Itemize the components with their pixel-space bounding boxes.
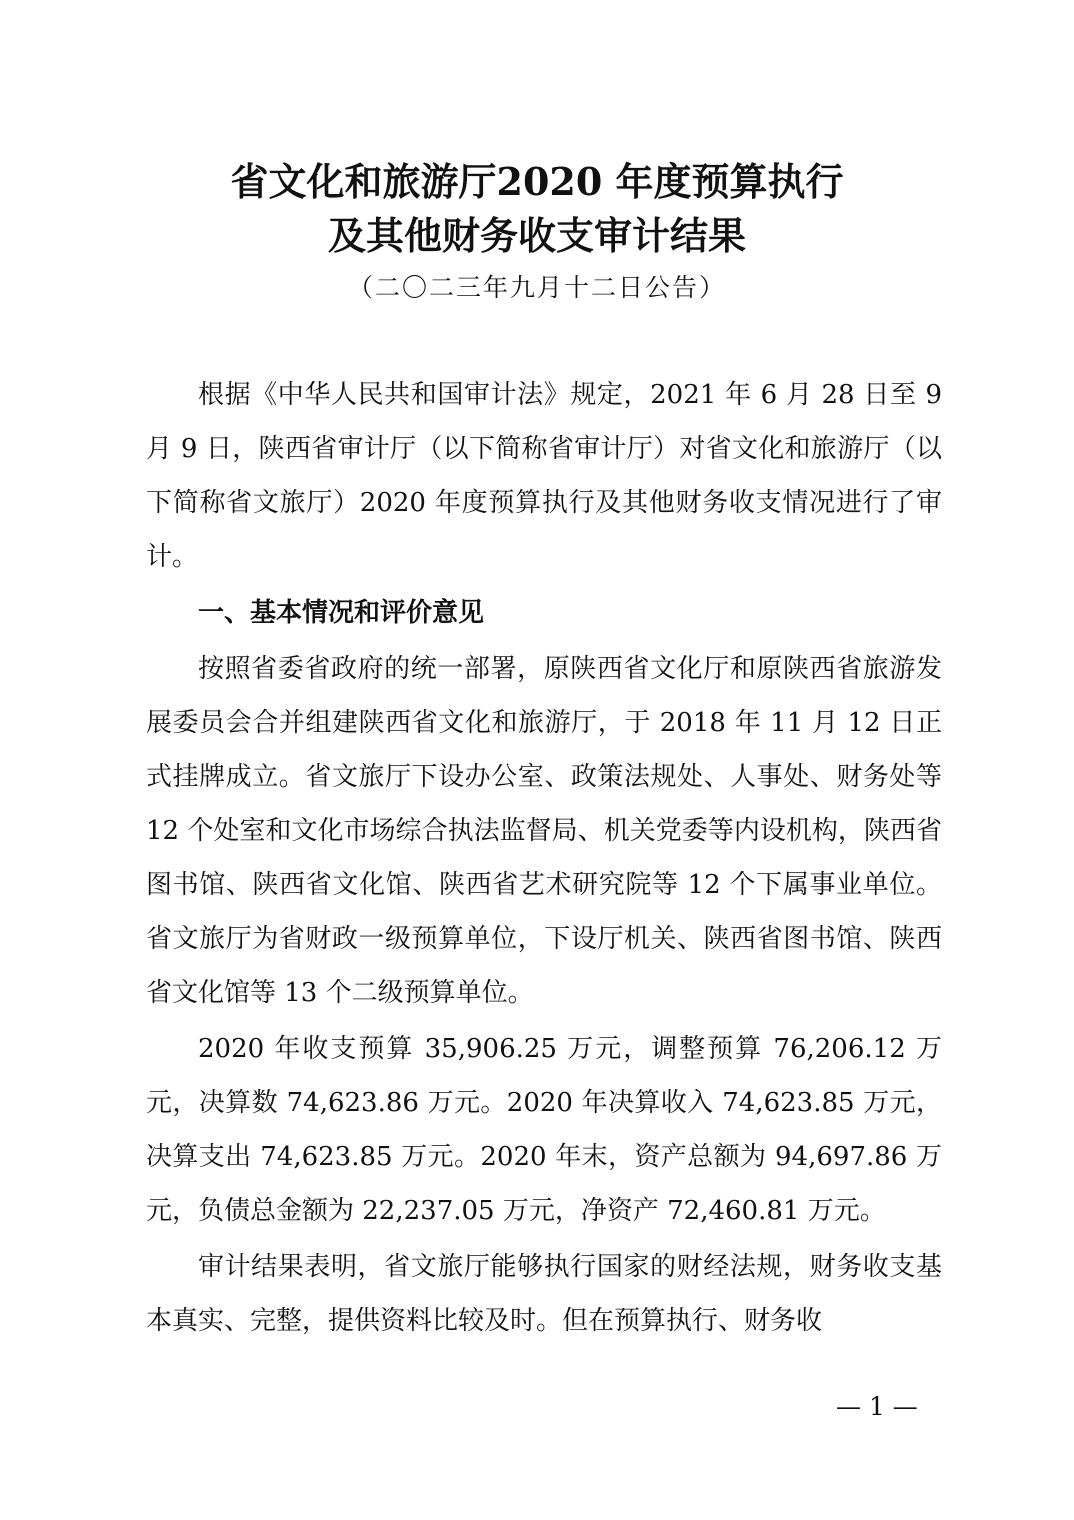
paragraph-figures: 2020 年收支预算 35,906.25 万元，调整预算 76,206.12 万元，决算数 74,623.86 万元。2020 年决算收入 74,623.85 万元，决算支出 74,623.85 万元。2020 年末，资产总额为 94,697.86 万元，负债总金额为 22,237.05 万元，净资产 72,460.81 万元。 bbox=[146, 1034, 942, 1226]
document-title-line-2: 及其他财务收支审计结果 bbox=[327, 213, 746, 258]
announcement-date: （二〇二三年九月十二日公告） bbox=[347, 273, 726, 302]
document-title-line-1: 省文化和旅游厅2020 年度预算执行 bbox=[230, 159, 844, 204]
paragraph-intro: 根据《中华人民共和国审计法》规定，2021 年 6 月 28 日至 9 月 9 日，陕西省审计厅（以下简称省审计厅）对省文化和旅游厅（以下简称省文旅厅）2020 年度预算执行及其他财务收支情况进行了审计。 bbox=[146, 380, 942, 572]
section-heading: 一、基本情况和评价意见 bbox=[198, 598, 485, 628]
paragraph-conclusion: 审计结果表明，省文旅厅能够执行国家的财经法规，财务收支基本真实、完整，提供资料比较及时。但在预算执行、财务收 bbox=[146, 1252, 942, 1336]
document-body bbox=[146, 368, 942, 1350]
page-number: — 1 — bbox=[836, 1392, 918, 1421]
paragraph-background: 按照省委省政府的统一部署，原陕西省文化厅和原陕西省旅游发展委员会合并组建陕西省文化和旅游厅，于 2018 年 11 月 12 日正式挂牌成立。省文旅厅下设办公室、政策法规处、人事处、财务处等 12 个处室和文化市场综合执法监督局、机关党委等内设机构，陕西省图书馆、陕西省文化馆、陕西省艺术研究院等 12 个下属事业单位。省文旅厅为省财政一级预算单位，下设厅机关、陕西省图书馆、陕西省文化馆等 13 个二级预算单位。 bbox=[146, 654, 942, 1008]
